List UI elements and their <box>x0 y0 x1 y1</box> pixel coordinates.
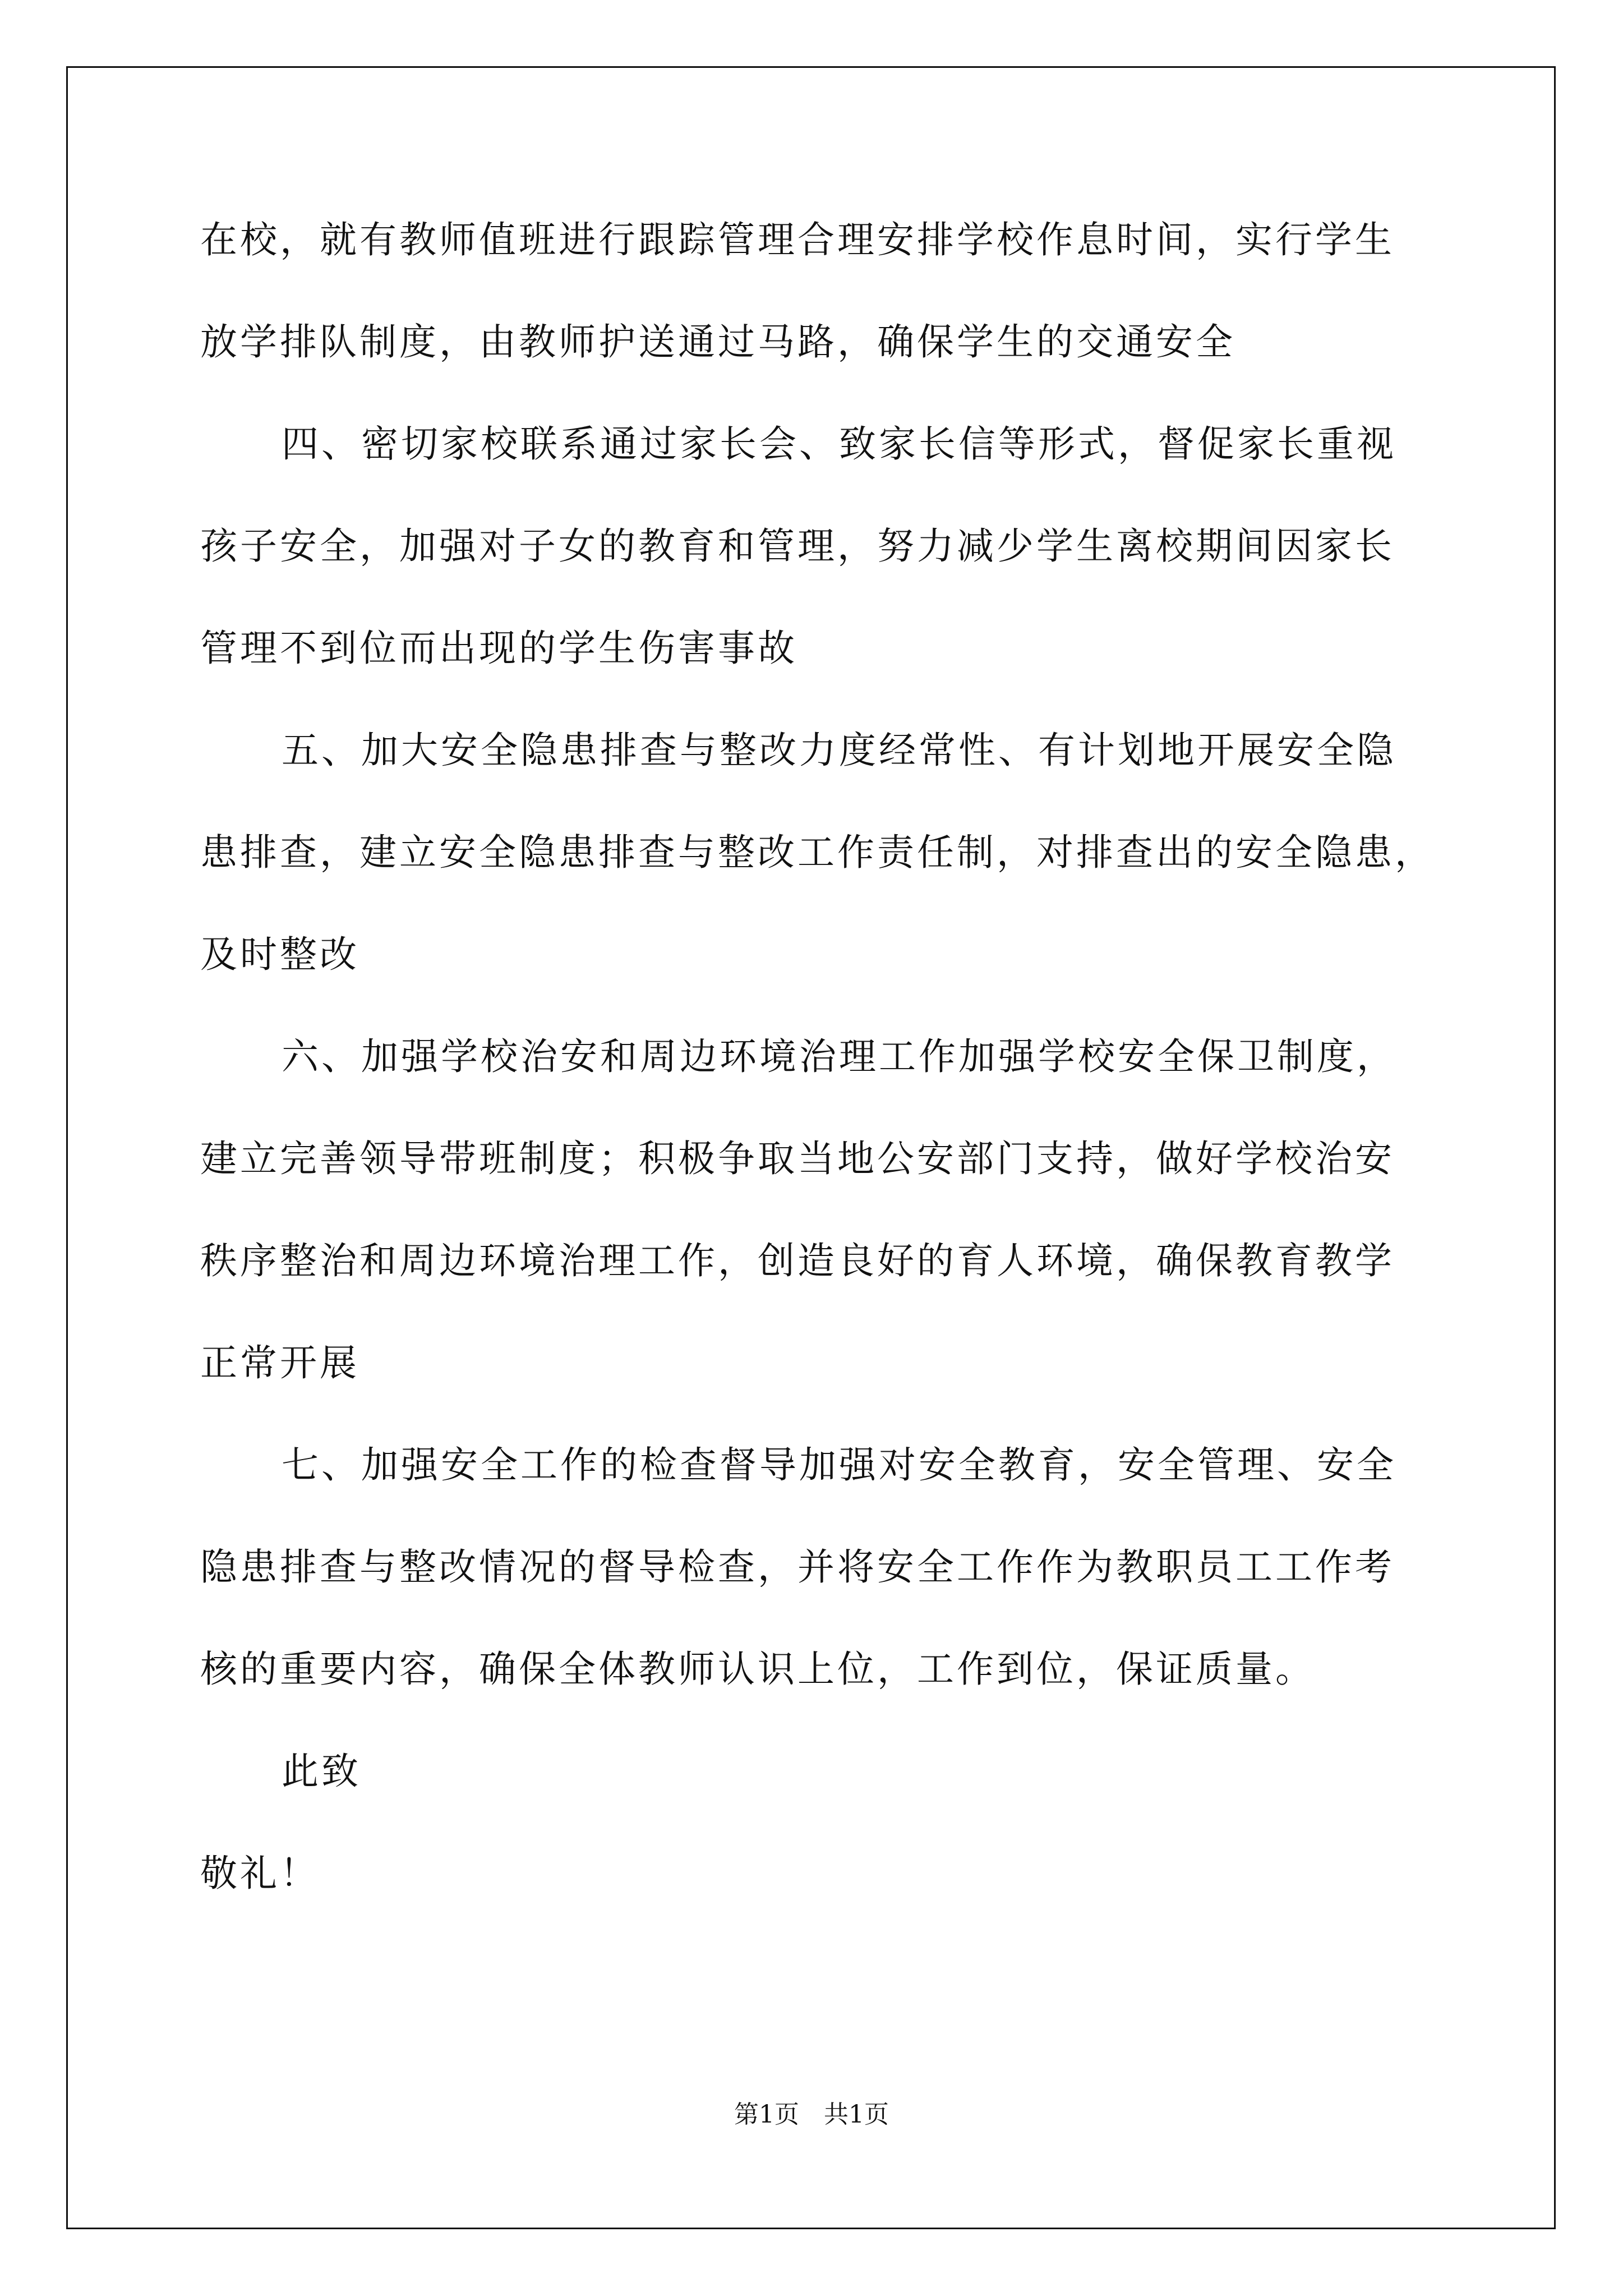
text-line-9: 六、加强学校治安和周边环境治理工作加强学校安全保卫制度， <box>282 1035 1396 1078</box>
text-line-7: 患排查，建立安全隐患排查与整改工作责任制，对排查出的安全隐患， <box>200 831 1435 874</box>
text-line-13: 七、加强安全工作的检查督导加强对安全教育，安全管理、安全 <box>282 1443 1396 1487</box>
text-line-1: 在校，就有教师值班进行跟踪管理合理安排学校作息时间，实行学生 <box>200 218 1395 261</box>
text-line-6: 五、加大安全隐患排查与整改力度经常性、有计划地开展安全隐 <box>282 729 1396 772</box>
text-line-11: 秩序整治和周边环境治理工作，创造良好的育人环境，确保教育教学 <box>200 1239 1395 1282</box>
closing-regards: 敬礼！ <box>200 1852 320 1895</box>
text-line-5: 管理不到位而出现的学生伤害事故 <box>200 627 797 670</box>
document-body <box>200 218 1435 1957</box>
text-line-14: 隐患排查与整改情况的督导检查，并将安全工作作为教职员工工作考 <box>200 1545 1395 1589</box>
text-line-15: 核的重要内容，确保全体教师认识上位，工作到位，保证质量。 <box>200 1648 1315 1691</box>
text-line-10: 建立完善领导带班制度；积极争取当地公安部门支持，做好学校治安 <box>200 1137 1395 1180</box>
page-footer: 第1页 共1页 <box>734 2100 889 2129</box>
closing-salutation: 此致 <box>282 1750 361 1793</box>
text-line-2: 放学排队制度，由教师护送通过马路，确保学生的交通安全 <box>200 320 1235 364</box>
text-line-4: 孩子安全，加强对子女的教育和管理，努力减少学生离校期间因家长 <box>200 524 1395 568</box>
text-line-3: 四、密切家校联系通过家长会、致家长信等形式，督促家长重视 <box>282 422 1396 466</box>
text-line-12: 正常开展 <box>200 1341 359 1384</box>
text-line-8: 及时整改 <box>200 933 359 976</box>
